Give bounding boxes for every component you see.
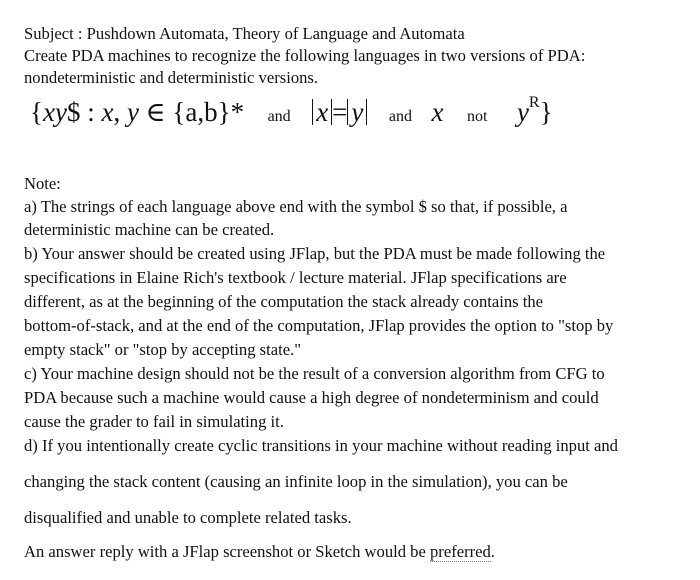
- footer-preferred-word: preferred: [430, 542, 491, 561]
- formula-y-2: y: [516, 97, 529, 127]
- formula-y: y: [126, 97, 139, 127]
- formula-colon: :: [80, 97, 102, 127]
- formula-and-2: and: [388, 108, 412, 125]
- formula-x-2: x: [431, 97, 444, 127]
- instruction-line-1: Create PDA machines to recognize the following languages in two versions of PDA:: [24, 46, 586, 65]
- formula-dollar: $: [66, 97, 81, 127]
- formula-and-1: and: [267, 108, 291, 125]
- footer-period: .: [490, 542, 495, 561]
- formula-abs-y: y: [347, 99, 367, 125]
- note-d-line-2: changing the stack content (causing an infinite loop in the simulation), you can be: [24, 472, 568, 491]
- note-b-line-1: b) Your answer should be created using JFlap, but the PDA must be made following the: [24, 244, 606, 263]
- formula-kleene-star: *: [230, 97, 245, 127]
- subject-line: Subject : Pushdown Automata, Theory of Language and Automata: [24, 24, 465, 43]
- note-c-line-2: PDA because such a machine would cause a high degree of nondeterminism and could: [24, 388, 599, 407]
- set-close-brace: }: [539, 97, 553, 127]
- note-b-line-2: specifications in Elaine Rich's textbook / lecture material. JFlap specifications are: [24, 268, 567, 287]
- note-d-line-1: d) If you intentionally create cyclic transitions in your machine without reading input and: [24, 436, 618, 455]
- formula-not: not: [466, 108, 488, 125]
- note-b-line-5: empty stack" or "stop by accepting state.": [24, 340, 301, 359]
- instruction-line-2: nondeterministic and deterministic versions.: [24, 68, 319, 87]
- formula-reverse-superscript: R: [528, 94, 540, 111]
- formula-abs-x: x: [312, 99, 332, 125]
- formula-x: x: [101, 97, 114, 127]
- formula-xy: xy: [42, 97, 67, 127]
- note-d-line-3: disqualified and unable to complete related tasks.: [24, 508, 352, 527]
- set-open-brace: {: [30, 97, 43, 127]
- note-b-line-3: different, as at the beginning of the computation the stack already contains the: [24, 292, 544, 311]
- note-b-line-4: bottom-of-stack, and at the end of the computation, JFlap provides the option to "stop by: [24, 316, 614, 335]
- language-definition-formula: [30, 92, 553, 140]
- formula-equals: =: [332, 97, 348, 127]
- note-a-line-2: deterministic machine can be created.: [24, 220, 275, 239]
- formula-comma: ,: [113, 97, 127, 127]
- formula-alphabet: {a,b}: [172, 97, 231, 127]
- note-c-line-3: cause the grader to fail in simulating it.: [24, 412, 284, 431]
- note-a-line-1: a) The strings of each language above end with the symbol $ so that, if possible, a: [24, 197, 568, 216]
- note-c-line-1: c) Your machine design should not be the result of a conversion algorithm from CFG to: [24, 364, 605, 383]
- note-title: Note:: [24, 174, 61, 193]
- footer-line: [24, 542, 495, 562]
- formula-element-of: ∈: [138, 97, 173, 127]
- footer-prefix: An answer reply with a JFlap screenshot or Sketch would be: [24, 542, 430, 561]
